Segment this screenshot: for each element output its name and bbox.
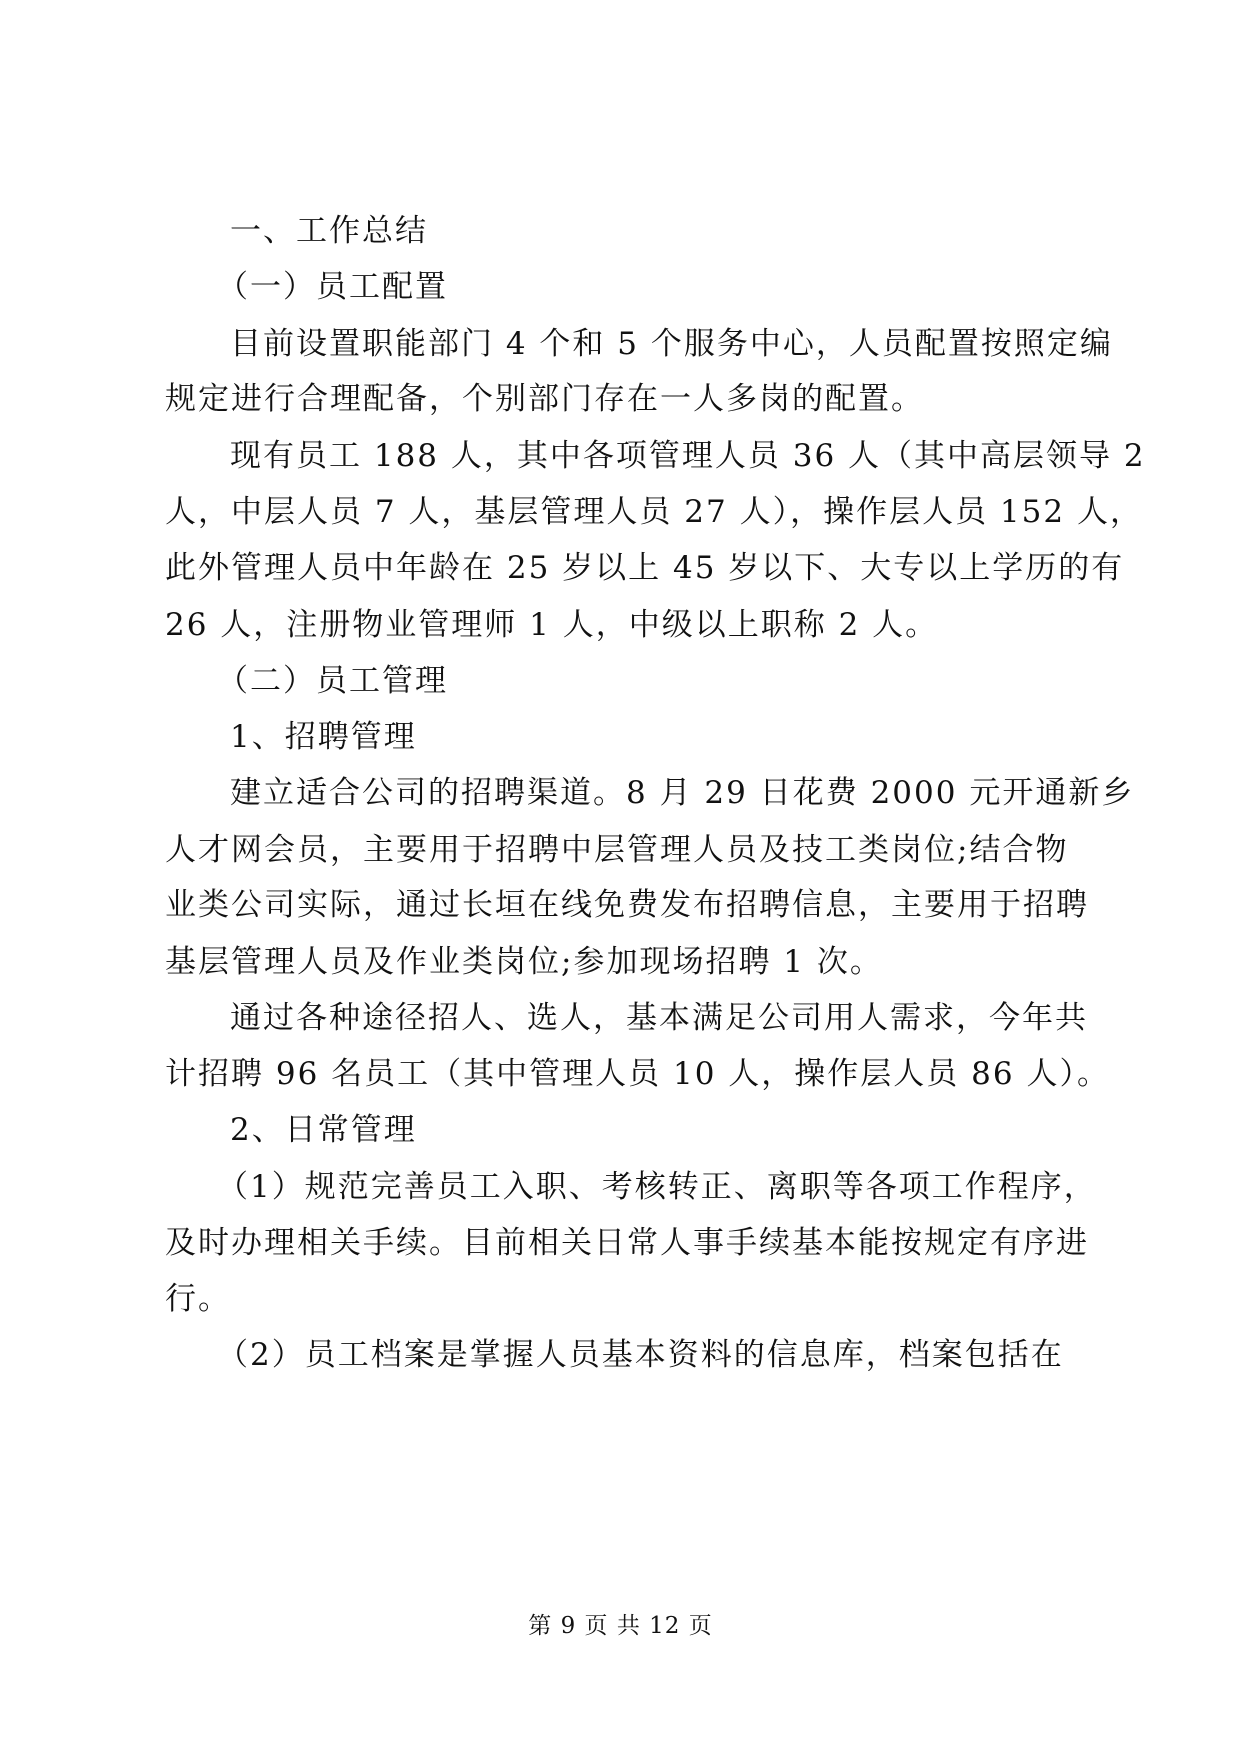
paragraph-line: 计招聘 96 名员工（其中管理人员 10 人，操作层人员 86 人）。 xyxy=(165,1056,1110,1092)
subsection-heading-staff-management: （二）员工管理 xyxy=(217,663,448,699)
paragraph-line: 人，中层人员 7 人，基层管理人员 27 人），操作层人员 152 人， xyxy=(165,494,1143,530)
subsection-heading-staff-allocation: （一）员工配置 xyxy=(217,269,448,305)
item-heading-daily-management: 2、日常管理 xyxy=(230,1112,417,1148)
paragraph-line: 行。 xyxy=(165,1281,231,1317)
paragraph-line: 通过各种途径招人、选人，基本满足公司用人需求，今年共 xyxy=(230,1000,1088,1036)
paragraph-line: 人才网会员，主要用于招聘中层管理人员及技工类岗位;结合物 xyxy=(165,832,1069,868)
paragraph-line: （1）规范完善员工入职、考核转正、离职等各项工作程序， xyxy=(217,1169,1097,1205)
paragraph-line: 现有员工 188 人，其中各项管理人员 36 人（其中高层领导 2 xyxy=(230,438,1146,474)
paragraph-line: （2）员工档案是掌握人员基本资料的信息库，档案包括在 xyxy=(217,1337,1064,1373)
paragraph-line: 建立适合公司的招聘渠道。8 月 29 日花费 2000 元开通新乡 xyxy=(230,775,1135,811)
section-heading-work-summary: 一、工作总结 xyxy=(230,213,428,249)
item-heading-recruitment: 1、招聘管理 xyxy=(230,719,417,755)
page-number-footer: 第 9 页 共 12 页 xyxy=(528,1613,713,1639)
paragraph-line: 目前设置职能部门 4 个和 5 个服务中心，人员配置按照定编 xyxy=(230,326,1113,362)
paragraph-line: 业类公司实际，通过长垣在线免费发布招聘信息，主要用于招聘 xyxy=(165,887,1089,923)
paragraph-line: 及时办理相关手续。目前相关日常人事手续基本能按规定有序进 xyxy=(165,1225,1089,1261)
paragraph-line: 基层管理人员及作业类岗位;参加现场招聘 1 次。 xyxy=(165,944,883,980)
paragraph-line: 此外管理人员中年龄在 25 岁以上 45 岁以下、大专以上学历的有 xyxy=(165,550,1125,586)
paragraph-line: 规定进行合理配备，个别部门存在一人多岗的配置。 xyxy=(165,381,924,417)
paragraph-line: 26 人，注册物业管理师 1 人，中级以上职称 2 人。 xyxy=(165,607,939,643)
